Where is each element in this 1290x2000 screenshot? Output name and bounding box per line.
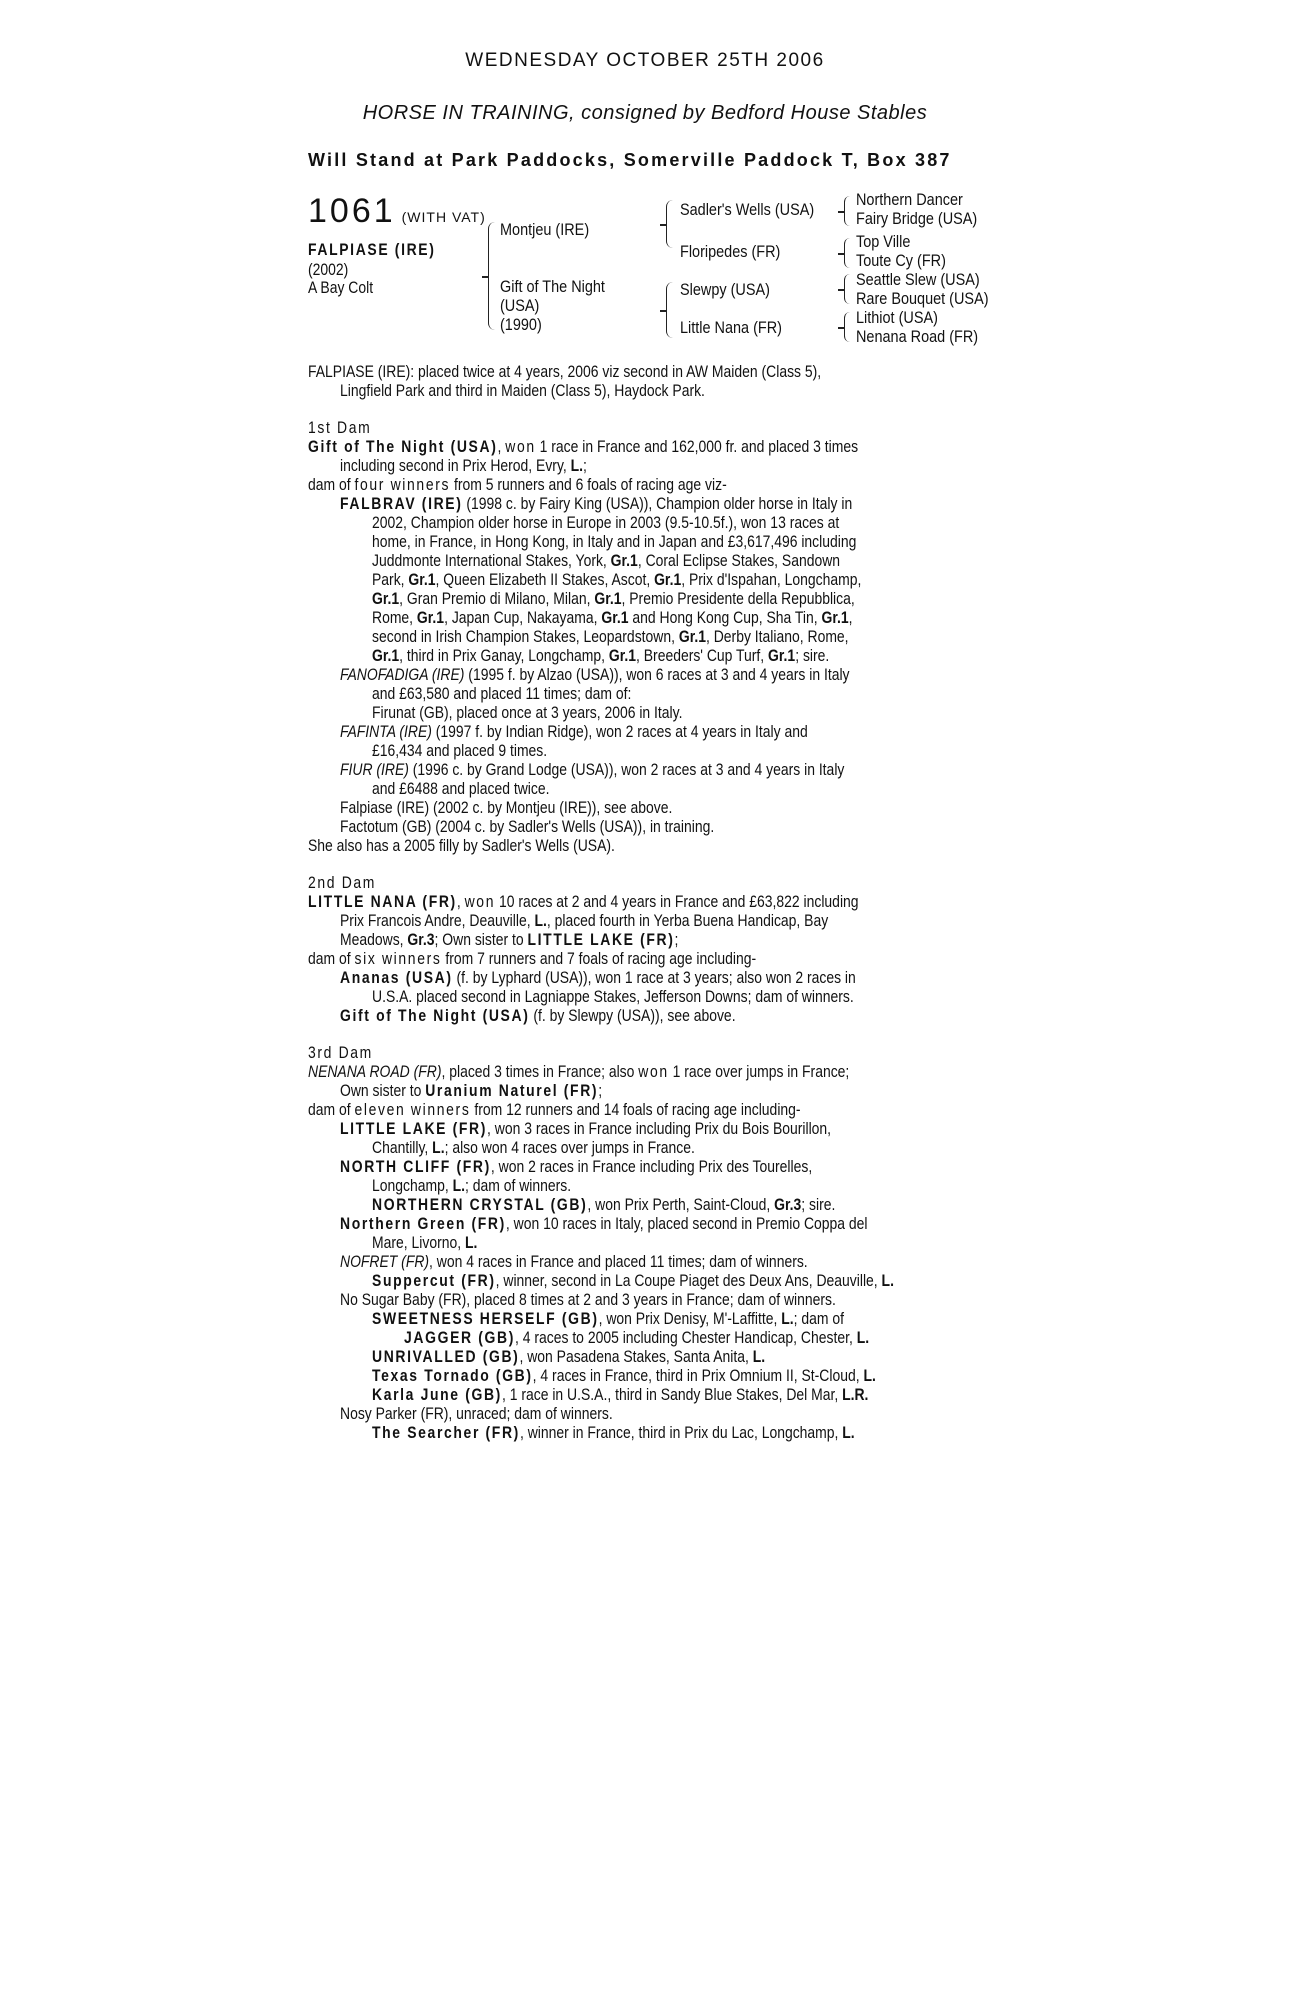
- text-segment: Gr.1: [372, 646, 400, 665]
- text-line: [372, 741, 547, 760]
- text-segment: NENANA ROAD (FR): [308, 1062, 442, 1081]
- text-line: [372, 1309, 844, 1328]
- lot-number: 1061: [308, 192, 396, 230]
- text-segment: L.: [856, 1328, 870, 1347]
- text-line: [340, 760, 844, 779]
- text-segment: home, in France, in Hong Kong, in Italy and in Japan and £3,617,496 including: [372, 532, 857, 551]
- text-segment: eleven winners: [354, 1100, 471, 1119]
- pedigree-gg-4: Toute Cy (FR): [856, 251, 946, 270]
- text-line: [340, 1290, 836, 1309]
- stand-location: Will Stand at Park Paddocks, Somerville Paddock T, Box 387: [308, 150, 952, 170]
- pedigree-gg-1: Northern Dancer: [856, 190, 963, 209]
- text-line: [372, 570, 861, 589]
- text-segment: 1 race over jumps in France;: [668, 1062, 850, 1081]
- text-segment: L.: [452, 1176, 465, 1195]
- text-line: [372, 627, 849, 646]
- text-segment: Gr.3: [774, 1195, 802, 1214]
- text-segment: dam of: [308, 949, 355, 968]
- text-segment: FAFINTA (IRE): [340, 722, 432, 741]
- text-line: [372, 987, 854, 1006]
- sale-date: WEDNESDAY OCTOBER 25TH 2006: [465, 50, 825, 71]
- text-segment: Ananas (USA): [340, 968, 453, 987]
- text-segment: , won 10 races in Italy, placed second in Premio Coppa del: [505, 1214, 868, 1233]
- text-segment: , won 4 races in France and placed 11 times; dam of winners.: [429, 1252, 808, 1271]
- text-segment: FIUR (IRE): [340, 760, 409, 779]
- text-segment: Prix Francois Andre, Deauville,: [340, 911, 535, 930]
- text-segment: £16,434 and placed 9 times.: [372, 741, 548, 760]
- text-segment: Falpiase (IRE) (2002 c. by Montjeu (IRE)), see above.: [340, 798, 673, 817]
- text-segment: Gr.1: [408, 570, 436, 589]
- pedigree-gg-8: Nenana Road (FR): [856, 327, 979, 346]
- text-line: [340, 1006, 736, 1025]
- pedigree-sire-dam: Floripedes (FR): [680, 242, 781, 261]
- text-segment: , 4 races to 2005 including Chester Handicap, Chester,: [514, 1328, 857, 1347]
- pedigree-dam-dam: Little Nana (FR): [680, 318, 782, 337]
- text-segment: L.: [781, 1309, 794, 1328]
- text-segment: , winner in France, third in Prix du Lac, Longchamp,: [519, 1423, 843, 1442]
- pedigree-gg-6: Rare Bouquet (USA): [856, 289, 989, 308]
- text-line: [308, 437, 858, 456]
- text-segment: , Coral Eclipse Stakes, Sandown: [637, 551, 841, 570]
- text-segment: and Hong Kong Cup, Sha Tin,: [628, 608, 822, 627]
- text-line: [340, 817, 714, 836]
- text-segment: , Prix d'Ispahan, Longchamp,: [681, 570, 862, 589]
- text-segment: The Searcher (FR): [372, 1423, 520, 1442]
- text-segment: 10 races at 2 and 4 years in France and £63,822 including: [495, 892, 859, 911]
- text-segment: Gr.3: [407, 930, 435, 949]
- pedigree-brace-sire: [666, 200, 673, 248]
- text-segment: and £63,580 and placed 11 times; dam of:: [372, 684, 632, 703]
- text-line: [340, 1404, 613, 1423]
- text-segment: won: [638, 1062, 669, 1081]
- text-segment: , placed fourth in Yerba Buena Handicap, Bay: [546, 911, 829, 930]
- text-line: [308, 362, 821, 381]
- text-segment: , won 3 races in France including Prix du Bois Bourillon,: [487, 1119, 832, 1138]
- pedigree-brace-main: [488, 222, 495, 330]
- text-line: [372, 1366, 876, 1385]
- text-line: [308, 1043, 373, 1062]
- text-line: [340, 1214, 868, 1233]
- text-segment: four winners: [354, 475, 451, 494]
- text-segment: LITTLE NANA (FR): [308, 892, 457, 911]
- text-segment: L.: [863, 1366, 876, 1385]
- text-segment: , winner, second in La Coupe Piaget des Deux Ans, Deauville,: [495, 1271, 882, 1290]
- pedigree-brace-g2: [844, 238, 850, 268]
- text-segment: LITTLE LAKE (FR): [527, 930, 675, 949]
- text-line: [340, 1119, 831, 1138]
- text-line: [340, 381, 705, 400]
- text-segment: Longchamp,: [372, 1176, 453, 1195]
- text-segment: , won Prix Perth, Saint-Cloud,: [587, 1195, 775, 1214]
- text-line: [308, 1062, 849, 1081]
- pedigree-dam-line-2: (USA): [500, 296, 540, 315]
- text-segment: from 5 runners and 6 foals of racing age viz-: [450, 475, 727, 494]
- text-segment: L.: [752, 1347, 766, 1366]
- text-segment: , placed 3 times in France; also: [441, 1062, 639, 1081]
- text-line: [372, 1233, 477, 1252]
- text-segment: , won Prix Denisy, M'-Laffitte,: [598, 1309, 782, 1328]
- text-segment: ,: [848, 608, 853, 627]
- text-segment: Uranium Naturel (FR): [425, 1081, 599, 1100]
- text-segment: dam of: [308, 1100, 355, 1119]
- horse-description: A Bay Colt: [308, 278, 374, 297]
- text-line: [372, 1347, 765, 1366]
- text-segment: 2002, Champion older horse in Europe in 2003 (9.5-10.5f.), won 13 races at: [372, 513, 840, 532]
- text-segment: Meadows,: [340, 930, 408, 949]
- text-segment: , third in Prix Ganay, Longchamp,: [399, 646, 609, 665]
- text-line: [340, 968, 856, 987]
- text-segment: ; also won 4 races over jumps in France.: [444, 1138, 695, 1157]
- text-line: [372, 1271, 894, 1290]
- text-segment: L.: [842, 1423, 855, 1442]
- text-segment: Gift of The Night (USA): [340, 1006, 530, 1025]
- text-segment: Park,: [372, 570, 409, 589]
- text-segment: , Breeders' Cup Turf,: [636, 646, 769, 665]
- text-line: [340, 1252, 808, 1271]
- text-segment: ; Own sister to: [434, 930, 528, 949]
- pedigree-dam-sire: Slewpy (USA): [680, 280, 770, 299]
- text-segment: Gr.1: [594, 589, 622, 608]
- text-line: [340, 1081, 602, 1100]
- text-segment: , Japan Cup, Nakayama,: [444, 608, 602, 627]
- text-line: [372, 779, 549, 798]
- text-segment: won: [464, 892, 496, 911]
- text-segment: Nosy Parker (FR), unraced; dam of winners.: [340, 1404, 613, 1423]
- pedigree-sire: Montjeu (IRE): [500, 220, 590, 239]
- text-line: [340, 722, 808, 741]
- text-segment: Own sister to: [340, 1081, 426, 1100]
- text-segment: ; dam of winners.: [464, 1176, 572, 1195]
- text-segment: Gr.1: [610, 551, 638, 570]
- text-segment: , Gran Premio di Milano, Milan,: [399, 589, 595, 608]
- text-line: [340, 911, 828, 930]
- text-segment: and £6488 and placed twice.: [372, 779, 550, 798]
- text-segment: L.: [432, 1138, 445, 1157]
- text-line: [308, 892, 859, 911]
- text-segment: L.R.: [842, 1385, 869, 1404]
- text-line: [372, 551, 840, 570]
- text-line: [372, 513, 839, 532]
- text-segment: (1996 c. by Grand Lodge (USA)), won 2 races at 3 and 4 years in Italy: [408, 760, 845, 779]
- text-line: [372, 1195, 835, 1214]
- text-segment: Gr.1: [768, 646, 796, 665]
- text-line: [308, 873, 376, 892]
- text-segment: ; dam of: [793, 1309, 845, 1328]
- text-line: [308, 418, 371, 437]
- text-segment: second in Irish Champion Stakes, Leopardstown,: [372, 627, 679, 646]
- text-segment: won: [505, 437, 536, 456]
- pedigree-brace-g4: [844, 312, 850, 342]
- text-line: [372, 1176, 571, 1195]
- text-line: [372, 1138, 695, 1157]
- pedigree-brace-g1: [844, 196, 850, 226]
- text-segment: , Derby Italiano, Rome,: [705, 627, 849, 646]
- text-segment: NOFRET (FR): [340, 1252, 430, 1271]
- text-segment: (f. by Slewpy (USA)), see above.: [529, 1006, 736, 1025]
- text-segment: NORTH CLIFF (FR): [340, 1157, 491, 1176]
- text-segment: ; sire.: [801, 1195, 836, 1214]
- text-line: [340, 930, 678, 949]
- text-segment: Gr.1: [416, 608, 445, 627]
- pedigree-gg-2: Fairy Bridge (USA): [856, 209, 978, 228]
- text-segment: She also has a 2005 filly by Sadler's Wells (USA).: [308, 836, 615, 855]
- text-segment: L.: [534, 911, 547, 930]
- text-segment: ;: [674, 930, 679, 949]
- text-segment: L.: [570, 456, 584, 475]
- pedigree-brace-dam: [666, 282, 673, 338]
- text-line: [372, 532, 856, 551]
- text-segment: Karla June (GB): [372, 1385, 502, 1404]
- text-segment: 1st Dam: [308, 418, 372, 437]
- text-segment: FALPIASE (IRE): placed twice at 4 years, 2006 viz second in AW Maiden (Class 5),: [308, 362, 822, 381]
- text-line: [340, 798, 672, 817]
- text-segment: JAGGER (GB): [404, 1328, 515, 1347]
- text-segment: Factotum (GB) (2004 c. by Sadler's Wells (USA)), in training.: [340, 817, 715, 836]
- text-segment: Suppercut (FR): [372, 1271, 496, 1290]
- text-segment: NORTHERN CRYSTAL (GB): [372, 1195, 588, 1214]
- text-segment: FANOFADIGA (IRE): [340, 665, 465, 684]
- text-line: [372, 646, 829, 665]
- text-segment: Gr.1: [654, 570, 682, 589]
- text-line: [372, 1423, 855, 1442]
- horse-name: FALPIASE (IRE): [308, 240, 436, 259]
- text-segment: , Queen Elizabeth II Stakes, Ascot,: [435, 570, 655, 589]
- text-segment: including second in Prix Herod, Evry,: [340, 456, 571, 475]
- text-segment: Gr.1: [678, 627, 706, 646]
- text-segment: ,: [456, 892, 465, 911]
- text-segment: ; sire.: [795, 646, 830, 665]
- text-line: [340, 665, 850, 684]
- pedigree-sire-sire: Sadler's Wells (USA): [680, 200, 815, 219]
- pedigree-gg-7: Lithiot (USA): [856, 308, 938, 327]
- text-segment: , Premio Presidente della Repubblica,: [621, 589, 855, 608]
- consignment-heading: HORSE IN TRAINING, consigned by Bedford House Stables: [362, 102, 928, 124]
- text-segment: , 1 race in U.S.A., third in Sandy Blue Stakes, Del Mar,: [501, 1385, 843, 1404]
- text-segment: dam of: [308, 475, 355, 494]
- text-line: [372, 608, 852, 627]
- text-segment: 1 race in France and 162,000 fr. and placed 3 times: [535, 437, 859, 456]
- text-segment: (1998 c. by Fairy King (USA)), Champion older horse in Italy in: [462, 494, 853, 513]
- vat-note: (WITH VAT): [401, 209, 486, 225]
- text-segment: SWEETNESS HERSELF (GB): [372, 1309, 599, 1328]
- text-segment: ;: [598, 1081, 603, 1100]
- text-segment: Rome,: [372, 608, 417, 627]
- horse-year: (2002): [308, 260, 349, 279]
- text-segment: 2nd Dam: [308, 873, 377, 892]
- text-segment: ;: [583, 456, 587, 475]
- text-segment: , won Pasadena Stakes, Santa Anita,: [519, 1347, 753, 1366]
- text-segment: (f. by Lyphard (USA)), won 1 race at 3 years; also won 2 races in: [452, 968, 856, 987]
- text-segment: (1995 f. by Alzao (USA)), won 6 races at 3 and 4 years in Italy: [464, 665, 850, 684]
- text-segment: Northern Green (FR): [340, 1214, 506, 1233]
- text-segment: Gr.1: [821, 608, 849, 627]
- text-segment: , won 2 races in France including Prix des Tourelles,: [490, 1157, 813, 1176]
- text-segment: Gr.1: [372, 589, 400, 608]
- text-line: [372, 684, 631, 703]
- text-segment: from 12 runners and 14 foals of racing age including-: [470, 1100, 801, 1119]
- text-segment: LITTLE LAKE (FR): [340, 1119, 488, 1138]
- text-segment: L.: [464, 1233, 478, 1252]
- text-segment: No Sugar Baby (FR), placed 8 times at 2 and 3 years in France; dam of winners.: [340, 1290, 836, 1309]
- text-line: [340, 456, 587, 475]
- text-segment: (1997 f. by Indian Ridge), won 2 races at 4 years in Italy and: [431, 722, 808, 741]
- text-segment: Gr.1: [601, 608, 629, 627]
- text-segment: Mare, Livorno,: [372, 1233, 465, 1252]
- pedigree-gg-3: Top Ville: [856, 232, 911, 251]
- text-segment: UNRIVALLED (GB): [372, 1347, 520, 1366]
- text-line: [308, 836, 615, 855]
- text-segment: Gift of The Night (USA): [308, 437, 498, 456]
- pedigree-brace-g3: [844, 274, 850, 304]
- text-segment: 3rd Dam: [308, 1043, 373, 1062]
- text-line: [308, 949, 756, 968]
- text-segment: FALBRAV (IRE): [340, 494, 463, 513]
- text-segment: Lingfield Park and third in Maiden (Class 5), Haydock Park.: [340, 381, 705, 400]
- lot-number-line: [308, 192, 486, 231]
- text-segment: ,: [497, 437, 506, 456]
- text-segment: Texas Tornado (GB): [372, 1366, 533, 1385]
- pedigree-dam-line-3: (1990): [500, 315, 542, 334]
- text-line: [340, 494, 852, 513]
- text-segment: , 4 races in France, third in Prix Omnium II, St-Cloud,: [532, 1366, 864, 1385]
- text-segment: U.S.A. placed second in Lagniappe Stakes, Jefferson Downs; dam of winners.: [372, 987, 854, 1006]
- text-line: [308, 1100, 801, 1119]
- text-line: [340, 1157, 812, 1176]
- text-line: [308, 475, 727, 494]
- text-line: [372, 1385, 868, 1404]
- text-segment: six winners: [354, 949, 442, 968]
- text-segment: Chantilly,: [372, 1138, 433, 1157]
- text-segment: L.: [881, 1271, 894, 1290]
- text-line: [372, 703, 682, 722]
- text-segment: Juddmonte International Stakes, York,: [372, 551, 611, 570]
- pedigree-dam-line-1: Gift of The Night: [500, 277, 605, 296]
- text-line: [372, 589, 855, 608]
- text-line: [404, 1328, 869, 1347]
- text-segment: Gr.1: [608, 646, 637, 665]
- text-segment: from 7 runners and 7 foals of racing age including-: [441, 949, 757, 968]
- text-segment: Firunat (GB), placed once at 3 years, 2006 in Italy.: [372, 703, 683, 722]
- pedigree-gg-5: Seattle Slew (USA): [856, 270, 980, 289]
